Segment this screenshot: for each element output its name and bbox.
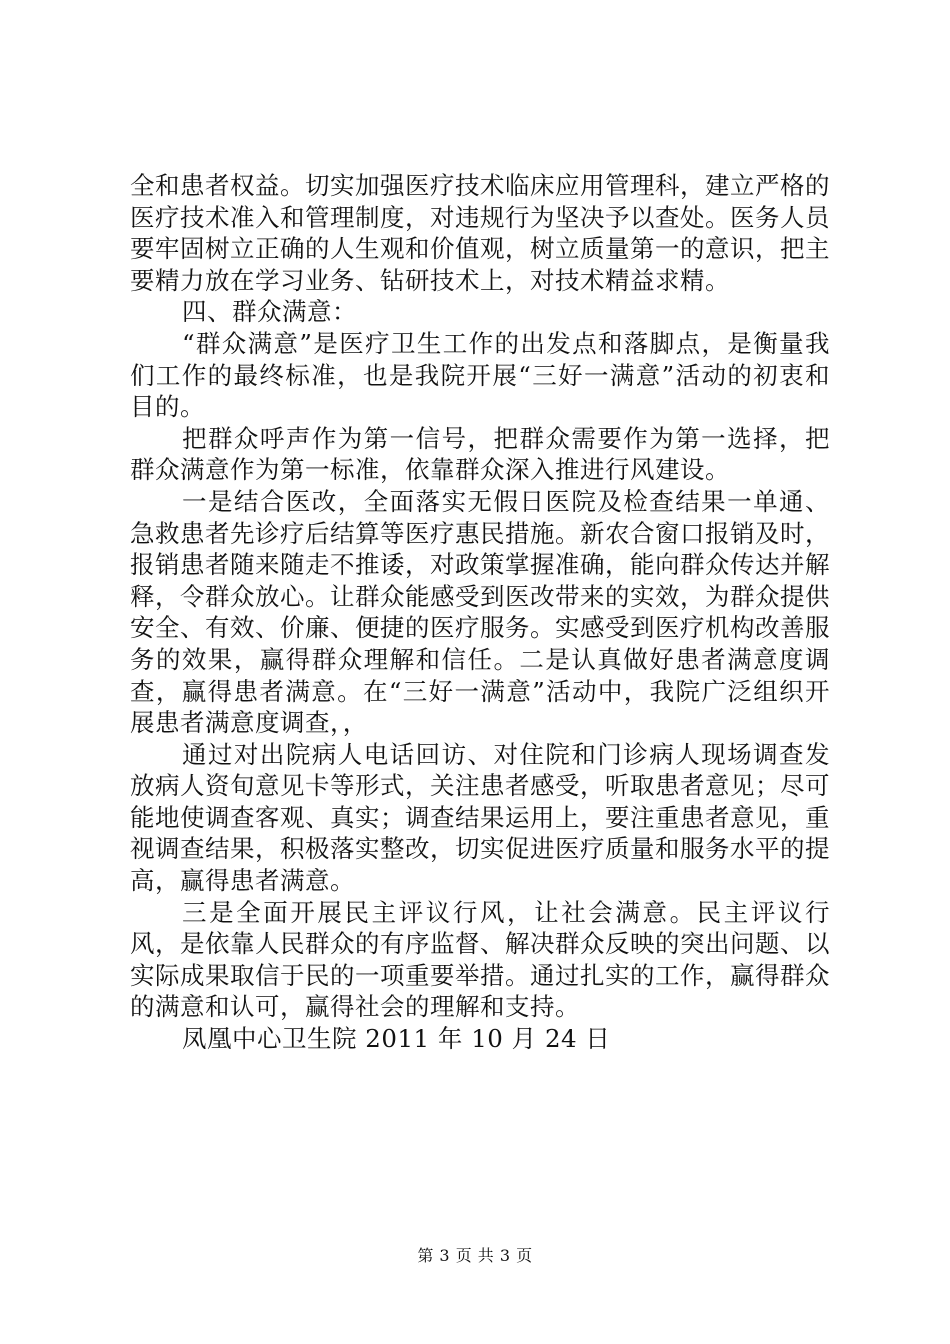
section-heading: 四、群众满意： [182, 297, 357, 327]
document-body [130, 170, 830, 1055]
body-paragraph: 三是全面开展民主评议行风，让社会满意。民主评议行风，是依靠人民群众的有序监督、解决群众反映的突出问题、以实际成果取信于民的一项重要举措。通过扎实的工作，赢得群众的满意和认可，赢得社会的理解和支持。 [130, 897, 830, 1022]
page-footer [0, 1246, 950, 1266]
body-paragraph: 一是结合医改，全面落实无假日医院及检查结果一单通、急救患者先诊疗后结算等医疗惠民措施。新农合窗口报销及时，报销患者随来随走不推诿，对政策掌握准确，能向群众传达并解释，令群众放心。让群众能感受到医改带来的实效，为群众提供安全、有效、价廉、便捷的医疗服务。实感受到医疗机构改善服务的效果，赢得群众理解和信任。二是认真做好患者满意度调查，赢得患者满意。在“三好一满意”活动中，我院广泛组织开展患者满意度调查，， [130, 486, 830, 738]
body-paragraph: “群众满意”是医疗卫生工作的出发点和落脚点，是衡量我们工作的最终标准，也是我院开展“三好一满意”活动的初衷和目的。 [130, 328, 830, 422]
signature-line: 凤凰中心卫生院 2011 年 10 月 24 日 [182, 1024, 611, 1054]
body-paragraph: 通过对出院病人电话回访、对住院和门诊病人现场调查发放病人资旬意见卡等形式，关注患者感受，听取患者意见；尽可能地使调查客观、真实；调查结果运用上，要注重患者意见，重视调查结果，积极落实整改，切实促进医疗质量和服务水平的提高，赢得患者满意。 [130, 739, 830, 896]
page-number: 第 3 页 共 3 页 [417, 1246, 533, 1265]
body-paragraph: 把群众呼声作为第一信号，把群众需要作为第一选择，把群众满意作为第一标准，依靠群众深入推进行风建设。 [130, 423, 830, 485]
body-paragraph: 全和患者权益。切实加强医疗技术临床应用管理科，建立严格的医疗技术准入和管理制度，对违规行为坚决予以查处。医务人员要牢固树立正确的人生观和价值观，树立质量第一的意识，把主要精力放在学习业务、钻研技术上，对技术精益求精。 [130, 171, 830, 295]
